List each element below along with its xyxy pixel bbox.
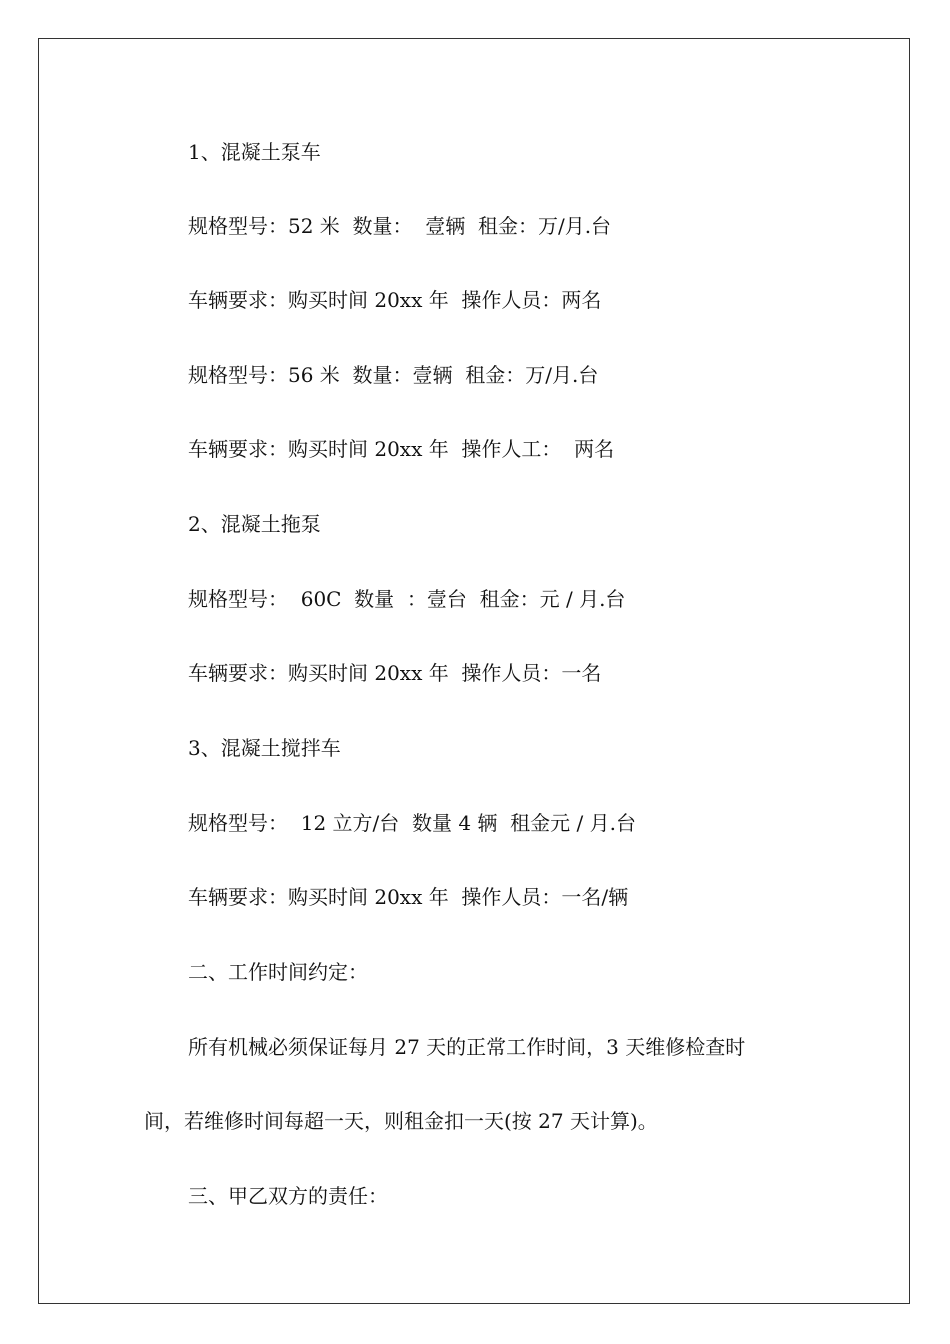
heading-concrete-pump-truck: 1、混凝土泵车 <box>188 140 321 164</box>
text-pump-truck-req-2: 车辆要求：购买时间 20xx 年 操作人工： 两名 <box>188 437 615 461</box>
text-trailer-pump-spec: 规格型号： 60C 数量 ：壹台 租金：元 / 月.台 <box>188 587 626 611</box>
heading-concrete-mixer-truck: 3、混凝土搅拌车 <box>188 736 341 760</box>
heading-responsibilities: 三、甲乙双方的责任： <box>188 1184 388 1208</box>
text-mixer-truck-spec: 规格型号： 12 立方/台 数量 4 辆 租金元 / 月.台 <box>188 811 636 835</box>
paragraph-work-time-line-2: 间，若维修时间每超一天，则租金扣一天(按 27 天计算)。 <box>144 1109 658 1133</box>
paragraph-work-time-line-1: 所有机械必须保证每月 27 天的正常工作时间，3 天维修检查时 <box>188 1035 746 1059</box>
text-mixer-truck-req: 车辆要求：购买时间 20xx 年 操作人员：一名/辆 <box>188 885 629 909</box>
text-pump-truck-spec-52: 规格型号：52 米 数量： 壹辆 租金：万/月.台 <box>188 214 612 238</box>
text-pump-truck-req-1: 车辆要求：购买时间 20xx 年 操作人员：两名 <box>188 288 602 312</box>
heading-concrete-trailer-pump: 2、混凝土拖泵 <box>188 512 321 536</box>
text-pump-truck-spec-56: 规格型号：56 米 数量：壹辆 租金：万/月.台 <box>188 363 599 387</box>
heading-work-time: 二、工作时间约定： <box>188 960 368 984</box>
text-trailer-pump-req: 车辆要求：购买时间 20xx 年 操作人员：一名 <box>188 661 602 685</box>
